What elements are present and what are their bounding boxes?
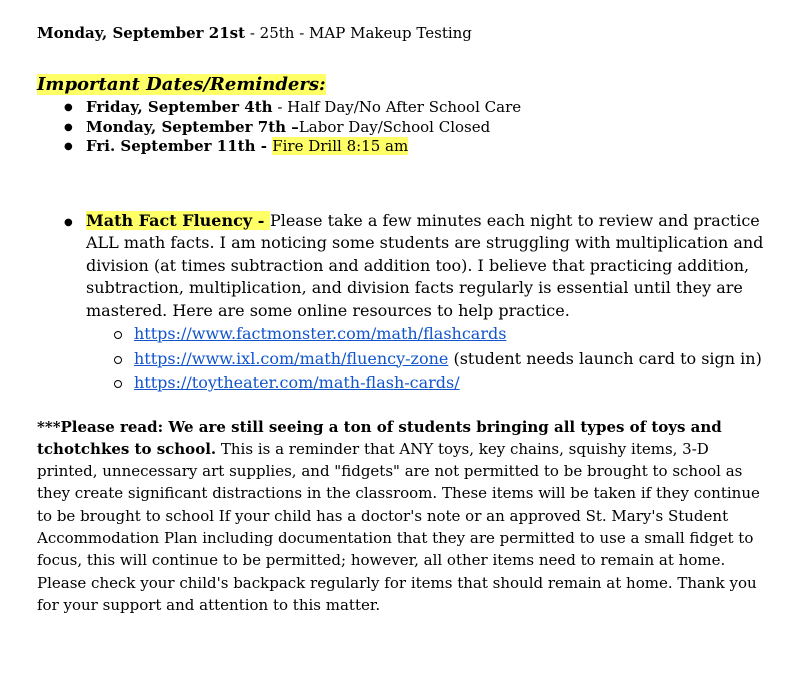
- document-body: [37, 22, 767, 631]
- toys-notice-bold: ***Please read: We are still seeing a ton of students bringing all types of toys and tchotchkes to school.: [37, 417, 722, 458]
- math-fluency-list: [37, 210, 767, 396]
- toys-notice-text: This is a reminder that ANY toys, key chains, squishy items, 3-D printed, unnecessary art supplies, and "fidgets" are not permitted to be brought to school as they create significant distractions in the classroom. These items will be taken if they continue to be brought to school If your child has a doctor's note or an approved St. Mary's Student Accommodation Plan including documentation that they are permitted to use a small fidget to focus, this will continue to be permitted; however, all other items need to remain at home. Please check your child's backpack regularly for items that should remain at home. Thank you for your support and attention to this matter.: [37, 439, 760, 614]
- resource-link-toytheater[interactable]: https://toytheater.com/math-flash-cards/: [134, 373, 460, 392]
- testing-description: - 25th - MAP Makeup Testing: [245, 24, 472, 42]
- section-heading-text: Important Dates/Reminders:: [37, 74, 326, 95]
- testing-date: Monday, September 21st: [37, 24, 246, 42]
- resource-links: [86, 322, 767, 396]
- toys-notice: [37, 416, 767, 617]
- math-fluency-item: [86, 210, 767, 396]
- important-dates-list: [37, 98, 767, 157]
- resource-link-item: [134, 322, 767, 347]
- resource-link-item: [134, 347, 767, 372]
- resource-link-factmonster[interactable]: https://www.factmonster.com/math/flashcards: [134, 324, 507, 343]
- resource-link-item: [134, 371, 767, 396]
- math-fluency-label: Math Fact Fluency -: [86, 210, 270, 230]
- date-item-bold: Friday, September 4th: [86, 98, 273, 116]
- date-item-text: - Half Day/No After School Care: [272, 98, 522, 116]
- date-item: [86, 118, 767, 138]
- date-item-bold: Fri. September 11th -: [86, 137, 273, 155]
- date-item-highlight: Fire Drill 8:15 am: [272, 137, 409, 155]
- resource-link-note: (student needs launch card to sign in): [448, 348, 762, 368]
- section-heading: [37, 72, 767, 98]
- date-item: [86, 137, 767, 157]
- date-item-bold: Monday, September 7th –: [86, 117, 299, 136]
- math-fluency-text: Please take a few minutes each night to review and practice ALL math facts. I am noticing some students are struggling with multiplication and division (at times subtraction and addition too). I believe that practicing addition, subtraction, multiplication, and division facts regularly is essential until they are mastered. Here are some online resources to help practice.: [86, 210, 764, 320]
- testing-date-line: [37, 22, 767, 44]
- date-item: [86, 98, 767, 118]
- resource-link-ixl[interactable]: https://www.ixl.com/math/fluency-zone: [134, 348, 449, 368]
- date-item-text: Labor Day/School Closed: [298, 117, 491, 136]
